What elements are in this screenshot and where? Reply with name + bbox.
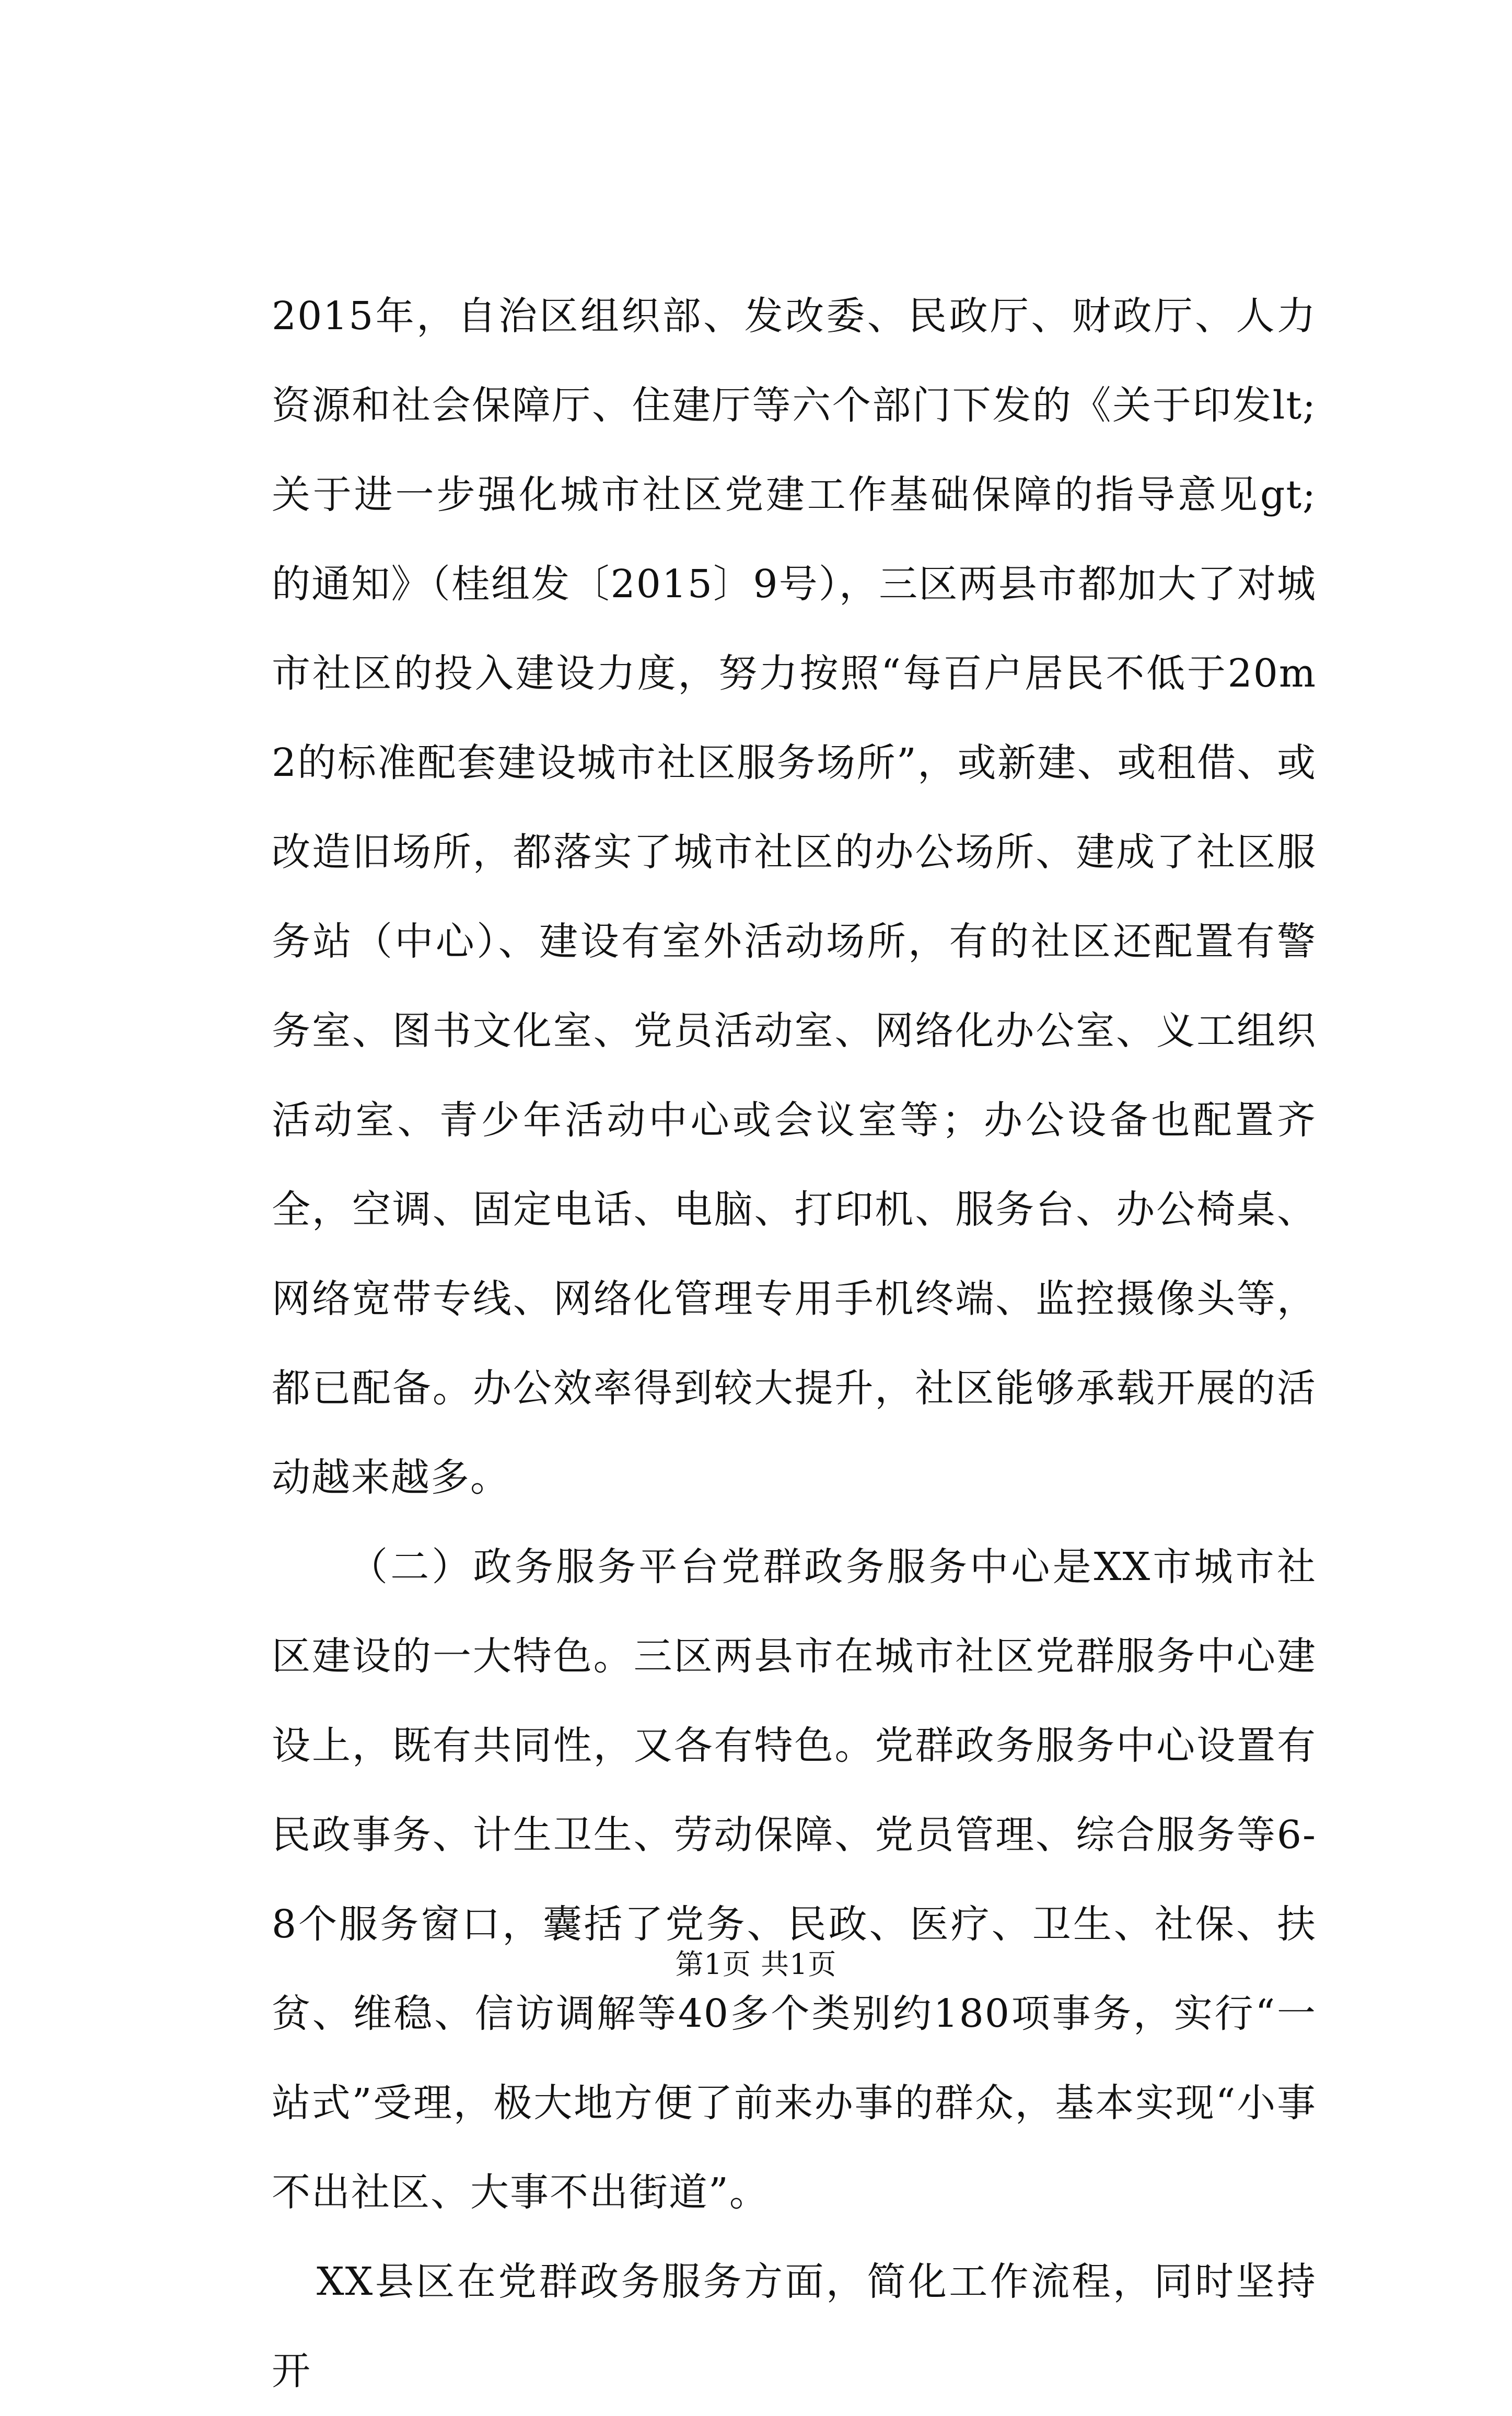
paragraph-county-service: XX县区在党群政务服务方面，简化工作流程，同时坚持开 (272, 2259, 1317, 2394)
document-body (272, 272, 1317, 2416)
paragraph-infrastructure: 2015年，自治区组织部、发改委、民政厅、财政厅、人力资源和社会保障厅、住建厅等六个部门下发的《关于印发lt;关于进一步强化城市社区党建工作基础保障的指导意见gt;的通知》（桂组发〔2015〕9号），三区两县市都加大了对城市社区的投入建设力度，努力按照“每百户居民不低于20m2的标准配套建设城市社区服务场所”，或新建、或租借、或改造旧场所，都落实了城市社区的办公场所、建成了社区服务站（中心）、建设有室外活动场所，有的社区还配置有警务室、图书文化室、党员活动室、网络化办公室、义工组织活动室、青少年活动中心或会议室等；办公设备也配置齐全，空调、固定电话、电脑、打印机、服务台、办公椅桌、网络宽带专线、网络化管理专用手机终端、监控摄像头等，都已配备。办公效率得到较大提升，社区能够承载开展的活动越来越多。 (272, 294, 1317, 1500)
page-footer: 第1页 共1页 (675, 1948, 837, 1981)
paragraph-service-platform: （二）政务服务平台党群政务服务中心是XX市城市社区建设的一大特色。三区两县市在城市社区党群服务中心建设上，既有共同性，又各有特色。党群政务服务中心设置有民政事务、计生卫生、劳动保障、党员管理、综合服务等6-8个服务窗口，囊括了党务、民政、医疗、卫生、社保、扶贫、维稳、信访调解等40多个类别约180项事务，实行“一站式”受理，极大地方便了前来办事的群众，基本实现“小事不出社区、大事不出街道”。 (272, 1544, 1317, 2215)
